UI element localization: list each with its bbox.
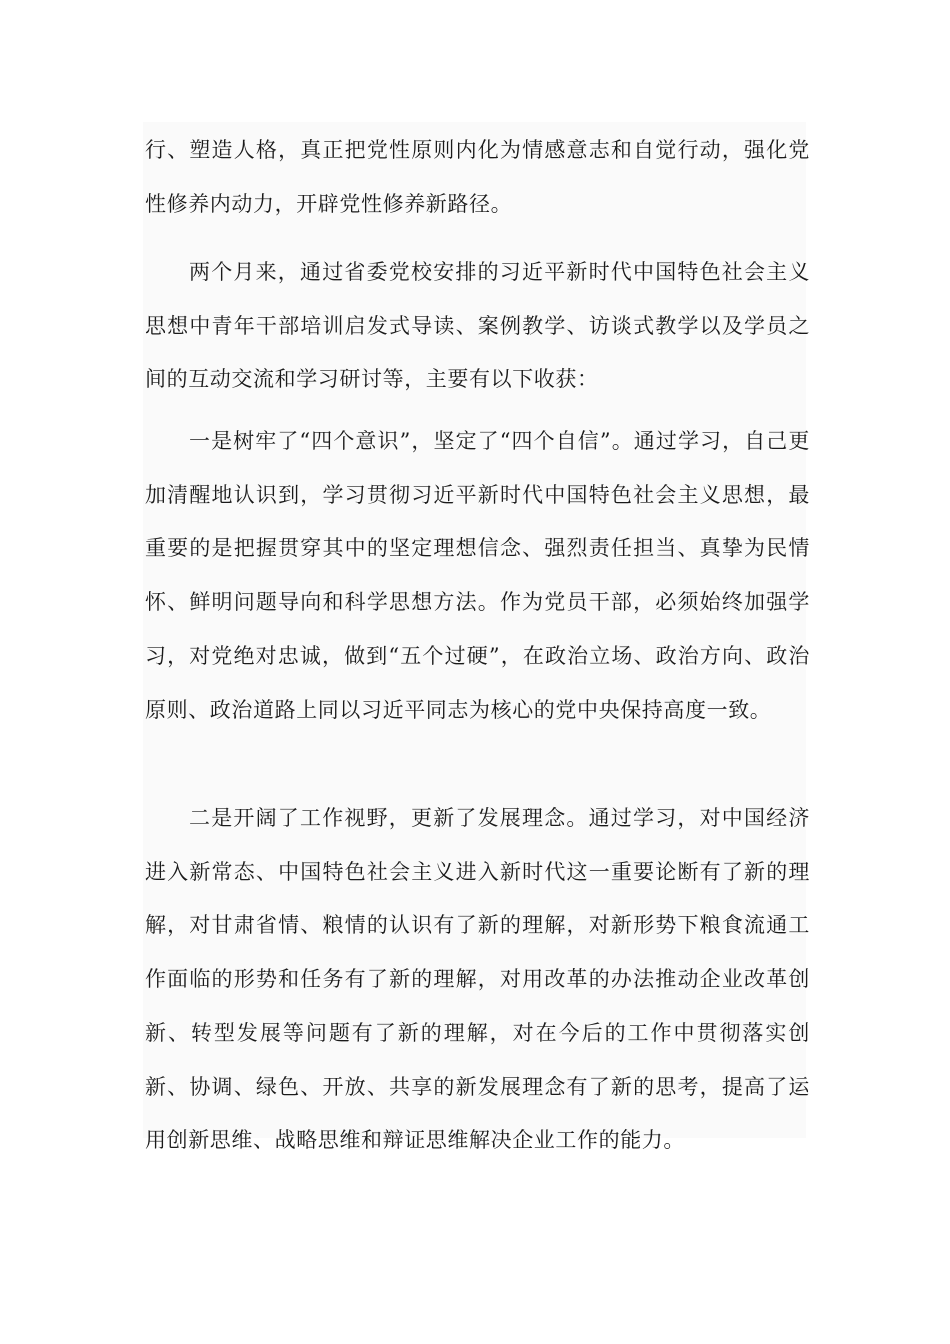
- paragraph-intro-gains: 两个月来，通过省委党校安排的习近平新时代中国特色社会主义思想中青年干部培训启发式导读、案例教学、访谈式教学以及学员之间的互动交流和学习研讨等，主要有以下收获：: [145, 260, 810, 392]
- paragraph-point-two: 二是开阔了工作视野，更新了发展理念。通过学习，对中国经济进入新常态、中国特色社会主义进入新时代这一重要论断有了新的理解，对甘肃省情、粮情的认识有了新的理解，对新形势下粮食流通工作面临的形势和任务有了新的理解，对用改革的办法推动企业改革创新、转型发展等问题有了新的理解，对在今后的工作中贯彻落实创新、协调、绿色、开放、共享的新发展理念有了新的思考，提高了运用创新思维、战略思维和辩证思维解决企业工作的能力。: [145, 806, 810, 1153]
- paragraph-continuation: 行、塑造人格，真正把党性原则内化为情感意志和自觉行动，强化党性修养内动力，开辟党性修养新路径。: [145, 138, 810, 216]
- paragraph-point-one: 一是树牢了“四个意识”，坚定了“四个自信”。通过学习，自己更加清醒地认识到，学习贯彻习近平新时代中国特色社会主义思想，最重要的是把握贯穿其中的坚定理想信念、强烈责任担当、真挚为民情怀、鲜明问题导向和科学思想方法。作为党员干部，必须始终加强学习，对党绝对忠诚，做到“五个过硬”，在政治立场、政治方向、政治原则、政治道路上同以习近平同志为核心的党中央保持高度一致。: [145, 429, 810, 722]
